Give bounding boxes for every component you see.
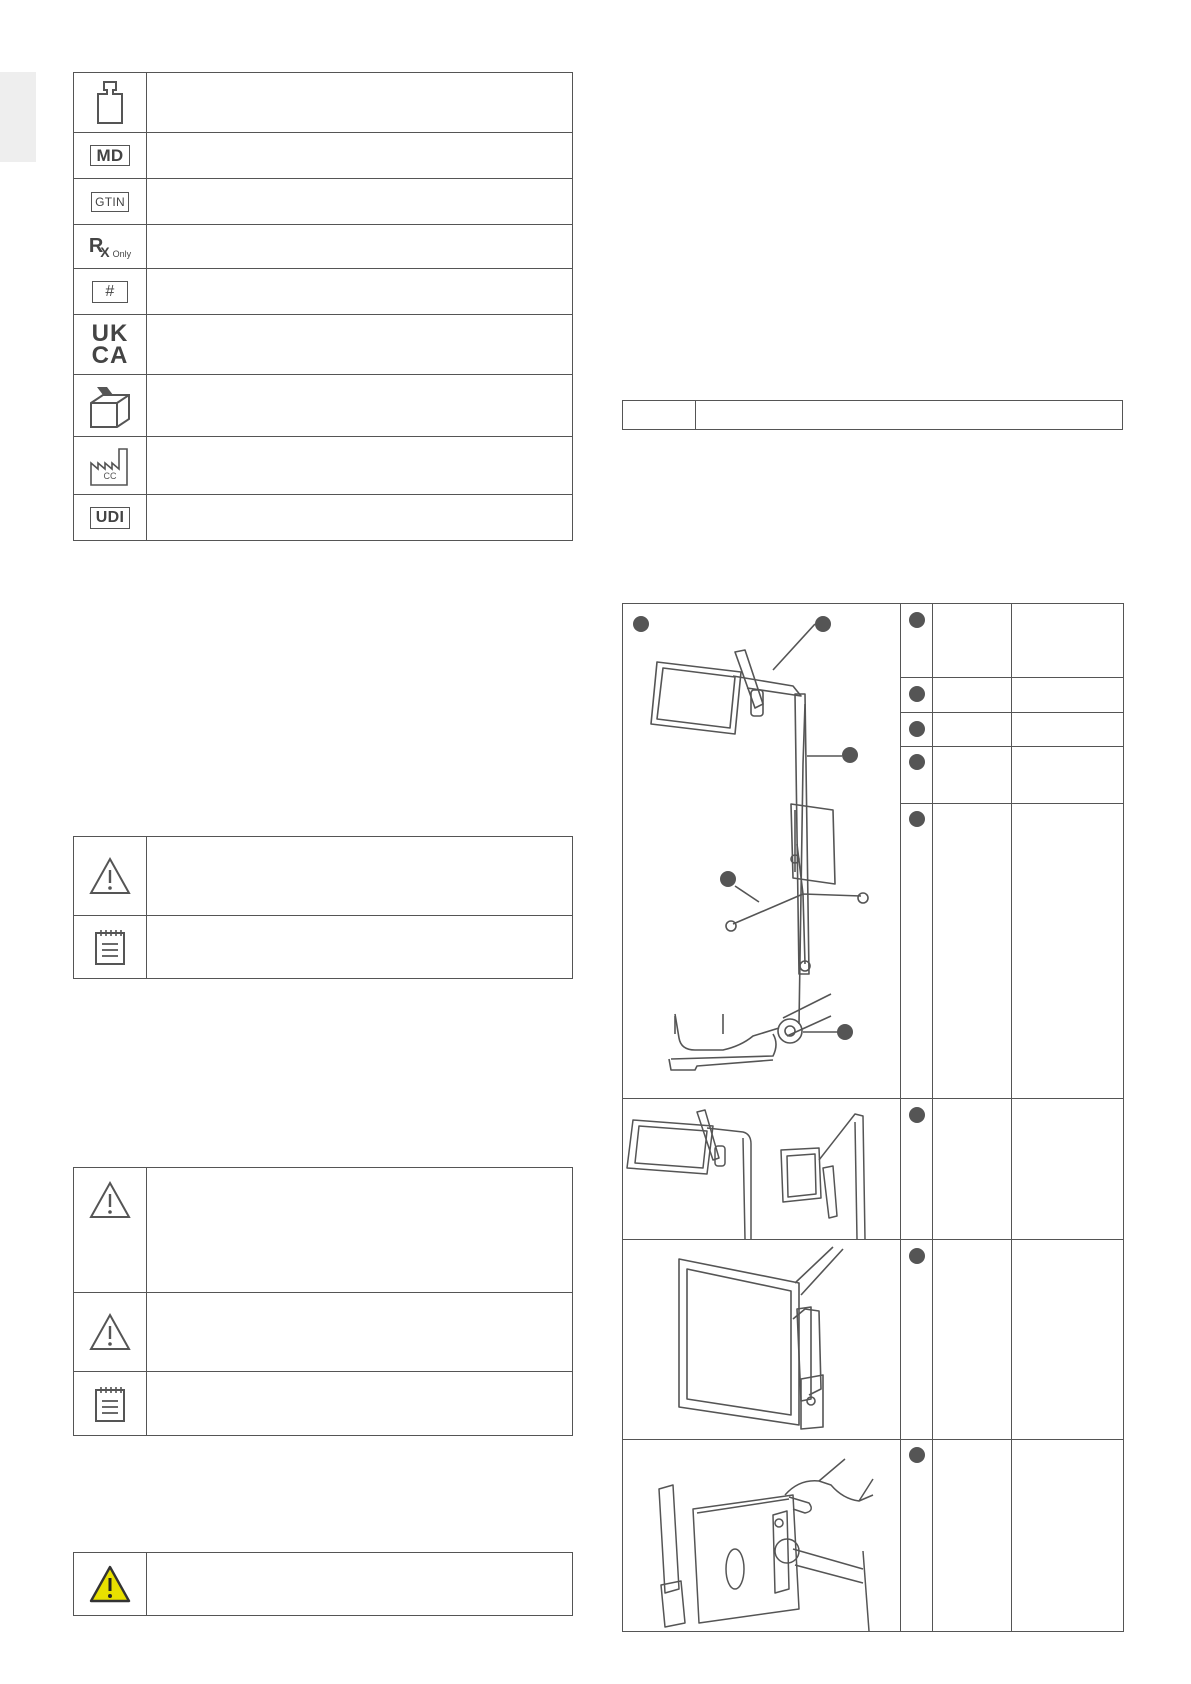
- monitor-mount-illustration: [623, 1439, 900, 1631]
- callout-dot: [909, 1248, 925, 1264]
- callout-dot: [909, 612, 925, 628]
- callout-dot: [909, 811, 925, 827]
- cart-assembly-illustration: [623, 604, 900, 1098]
- reference-box: [622, 400, 1123, 430]
- parts-table: [622, 603, 1124, 1632]
- callout-dot: [909, 721, 925, 737]
- callout-dot: [909, 754, 925, 770]
- catalogue-number-icon: #: [92, 281, 127, 303]
- gtin-icon: GTIN: [91, 192, 129, 212]
- md-icon: MD: [90, 145, 129, 166]
- note-icon: [93, 1385, 127, 1423]
- callout-dot: [909, 1107, 925, 1123]
- udi-icon: UDI: [90, 507, 130, 529]
- rx-only-icon: RX $_{Only}$: [74, 225, 147, 269]
- ukca-icon: UK CA: [74, 315, 147, 375]
- notice-table-1: [73, 836, 573, 979]
- notice-table-2: [73, 1167, 573, 1436]
- notice-table-3: [73, 1552, 573, 1616]
- side-tab: [0, 72, 36, 162]
- callout-dot: [909, 686, 925, 702]
- symbol-table: MD GTIN RX $_{Only}$ # UK CA CC UDI: [73, 72, 573, 541]
- warning-icon: [88, 1312, 132, 1352]
- package-box-icon: [87, 383, 133, 429]
- note-icon: [93, 928, 127, 966]
- hazard-warning-icon: [88, 1564, 132, 1604]
- weight-icon: [92, 79, 128, 127]
- monitor-positions-illustration: [623, 1098, 900, 1239]
- warning-icon: [88, 856, 132, 896]
- warning-icon: [88, 1180, 132, 1220]
- callout-dot: [909, 1447, 925, 1463]
- scanner-holder-illustration: [623, 1239, 900, 1439]
